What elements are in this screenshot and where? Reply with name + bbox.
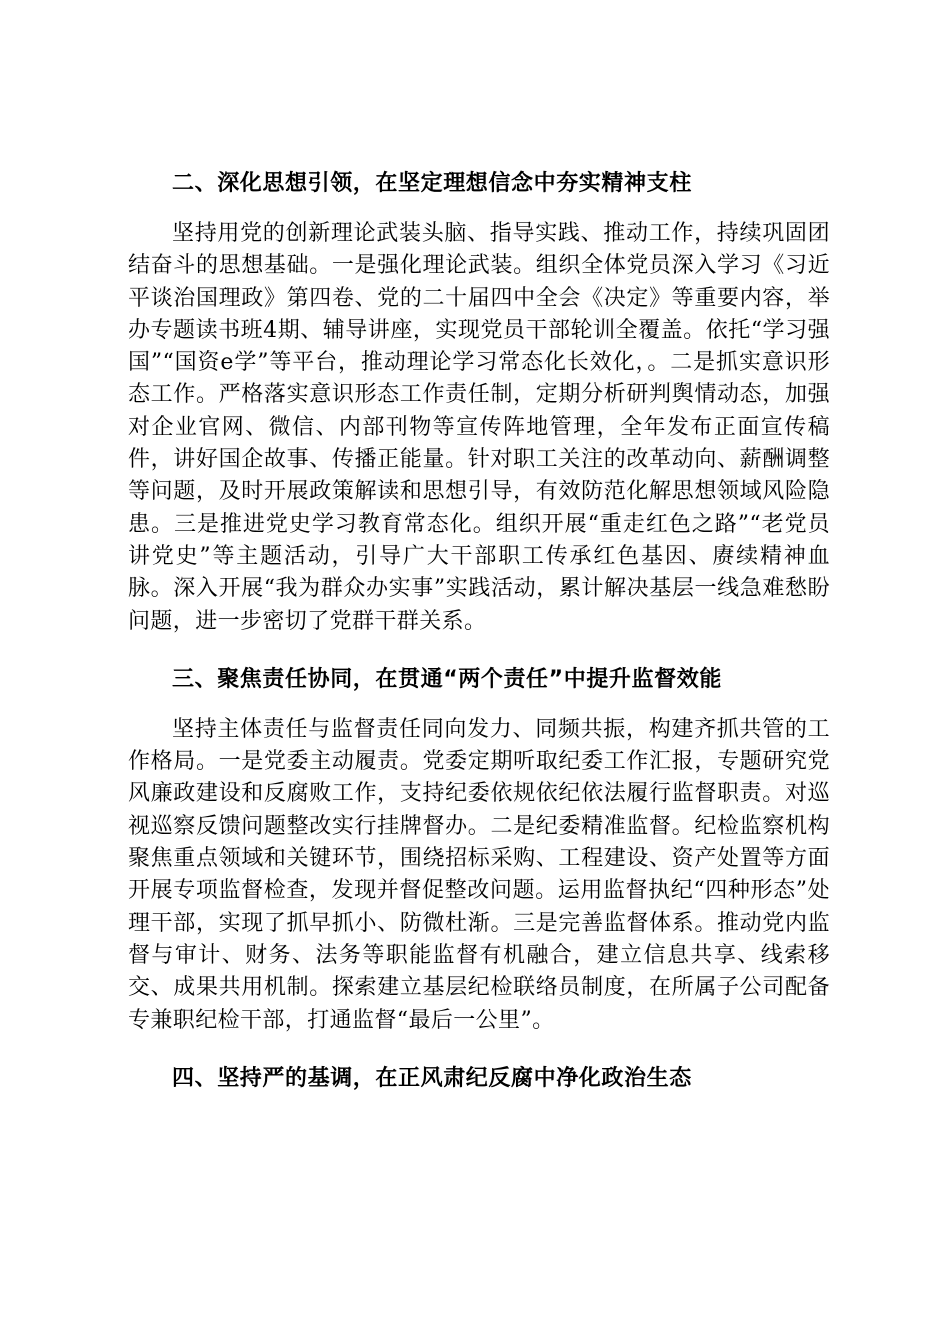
section-body-2: 坚持用党的创新理论武装头脑、指导实践、推动工作，持续巩固团结奋斗的思想基础。一是强化理论武装。组织全体党员深入学习《习近平谈治国理政》第四卷、党的二十届四中全会《决定》等重要内容，举办专题读书班4期、辅导讲座，实现党员干部轮训全覆盖。依托“学习强国”“国资e学”等平台，推动理论学习常态化长效化，。二是抓实意识形态工作。严格落实意识形态工作责任制，定期分析研判舆情动态，加强对企业官网、微信、内部刊物等宣传阵地管理，全年发布正面宣传稿件，讲好国企故事、传播正能量。针对职工关注的改革动向、薪酬调整等问题，及时开展政策解读和思想引导，有效防范化解思想领域风险隐患。三是推进党史学习教育常态化。组织开展“重走红色之路”“老党员讲党史”等主题活动，引导广大干部职工传承红色基因、赓续精神血脉。深入开展“我为群众办实事”实践活动，累计解决基层一线急难愁盼问题，进一步密切了党群干群关系。 — [128, 221, 830, 634]
section-body-3: 坚持主体责任与监督责任同向发力、同频共振，构建齐抓共管的工作格局。一是党委主动履责。党委定期听取纪委工作汇报，专题研究党风廉政建设和反腐败工作，支持纪委依规依纪依法履行监督职责。对巡视巡察反馈问题整改实行挂牌督办。二是纪委精准监督。纪检监察机构聚焦重点领域和关键环节，围绕招标采购、工程建设、资产处置等方面开展专项监督检查，发现并督促整改问题。运用监督执纪“四种形态”处理干部，实现了抓早抓小、防微杜渐。三是完善监督体系。推动党内监督与审计、财务、法务等职能监督有机融合，建立信息共享、线索移交、成果共用机制。探索建立基层纪检联络员制度，在所属子公司配备专兼职纪检干部，打通监督“最后一公里”。 — [128, 716, 830, 1033]
section-heading-4: 四、坚持严的基调，在正风肃纪反腐中净化政治生态 — [172, 1065, 692, 1091]
section-heading-2: 二、深化思想引领，在坚定理想信念中夯实精神支柱 — [172, 171, 692, 196]
document-content — [128, 168, 830, 1113]
section-heading-3: 三、聚焦责任协同，在贯通“两个责任”中提升监督效能 — [172, 666, 722, 692]
